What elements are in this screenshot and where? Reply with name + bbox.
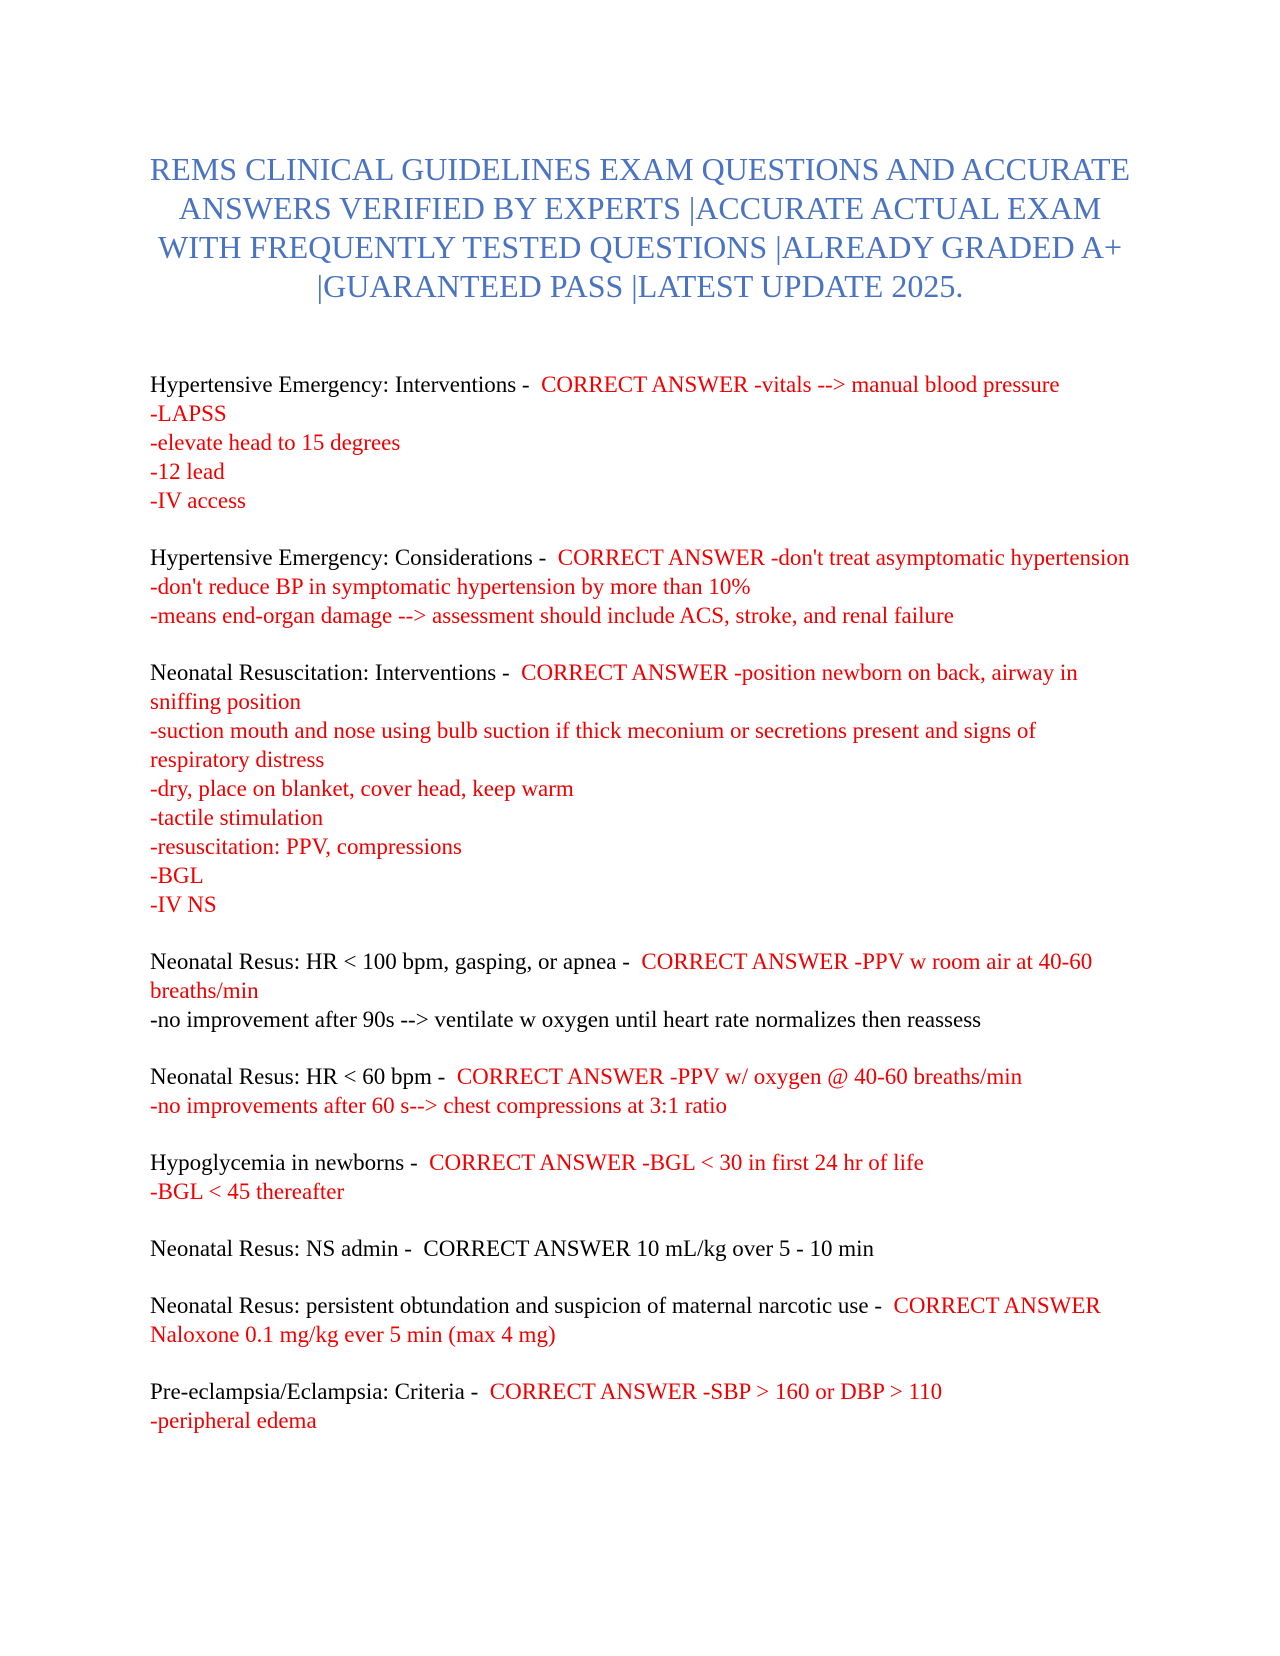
qa-entry [150, 1377, 1140, 1435]
answer-line: -dry, place on blanket, cover head, keep warm [150, 776, 574, 801]
qa-entry [150, 1291, 1140, 1349]
answer-text: CORRECT ANSWER -position newborn on back, airway in sniffing position [150, 660, 1078, 714]
answer-text: CORRECT ANSWER 10 mL/kg over 5 - 10 min [423, 1236, 875, 1261]
answer-line: -12 lead [150, 459, 225, 484]
question-text: Neonatal Resuscitation: Interventions - [150, 660, 510, 685]
answer-line: -resuscitation: PPV, compressions [150, 834, 462, 859]
question-text: Neonatal Resus: NS admin - [150, 1236, 412, 1261]
answer-text: CORRECT ANSWER Naloxone 0.1 mg/kg ever 5 min (max 4 mg) [150, 1293, 1101, 1347]
answer-text: CORRECT ANSWER -BGL < 30 in first 24 hr of life [429, 1150, 924, 1175]
answer-line: -tactile stimulation [150, 805, 324, 830]
qa-entry [150, 1234, 1140, 1263]
qa-entry [150, 658, 1140, 919]
answer-line: -IV access [150, 488, 246, 513]
answer-line: -IV NS [150, 892, 217, 917]
answer-text: CORRECT ANSWER -PPV w/ oxygen @ 40-60 breaths/min [456, 1064, 1023, 1089]
qa-list [150, 370, 1140, 1463]
answer-line: -BGL < 45 thereafter [150, 1179, 345, 1204]
answer-text: CORRECT ANSWER -SBP > 160 or DBP > 110 [489, 1379, 943, 1404]
answer-line: -no improvements after 60 s--> chest compressions at 3:1 ratio [150, 1093, 727, 1118]
qa-entry [150, 543, 1140, 630]
question-text: Neonatal Resus: HR < 100 bpm, gasping, or apnea - [150, 949, 630, 974]
answer-line: -BGL [150, 863, 204, 888]
question-text: Hypoglycemia in newborns - [150, 1150, 418, 1175]
qa-entry [150, 1062, 1140, 1120]
question-text: Neonatal Resus: HR < 60 bpm - [150, 1064, 446, 1089]
qa-entry [150, 370, 1140, 515]
question-text: Hypertensive Emergency: Considerations - [150, 545, 547, 570]
answer-text: CORRECT ANSWER -vitals --> manual blood pressure [541, 372, 1060, 397]
question-text: Pre-eclampsia/Eclampsia: Criteria - [150, 1379, 479, 1404]
answer-text: CORRECT ANSWER -don't treat asymptomatic hypertension [557, 545, 1130, 570]
question-text: Hypertensive Emergency: Interventions - [150, 372, 530, 397]
answer-line: -peripheral edema [150, 1408, 317, 1433]
answer-line: -suction mouth and nose using bulb suction if thick meconium or secretions present and signs of respiratory distress [150, 718, 1036, 772]
answer-line: -no improvement after 90s --> ventilate w oxygen until heart rate normalizes then reassess [150, 1007, 982, 1032]
qa-entry [150, 1148, 1140, 1206]
answer-line: -means end-organ damage --> assessment should include ACS, stroke, and renal failure [150, 603, 954, 628]
document-title: REMS CLINICAL GUIDELINES EXAM QUESTIONS AND ACCURATE ANSWERS VERIFIED BY EXPERTS |ACCURATE ACTUAL EXAM WITH FREQUENTLY TESTED QUESTIONS |ALREADY GRADED A+ |GUARANTEED PASS |LATEST UPDATE 2025. [149, 151, 1131, 304]
answer-line: -LAPSS [150, 401, 227, 426]
qa-entry [150, 947, 1140, 1034]
question-text: Neonatal Resus: persistent obtundation and suspicion of maternal narcotic use - [150, 1293, 882, 1318]
answer-line: -elevate head to 15 degrees [150, 430, 401, 455]
answer-line: -don't reduce BP in symptomatic hypertension by more than 10% [150, 574, 751, 599]
answer-text: CORRECT ANSWER -PPV w room air at 40-60 breaths/min [150, 949, 1093, 1003]
